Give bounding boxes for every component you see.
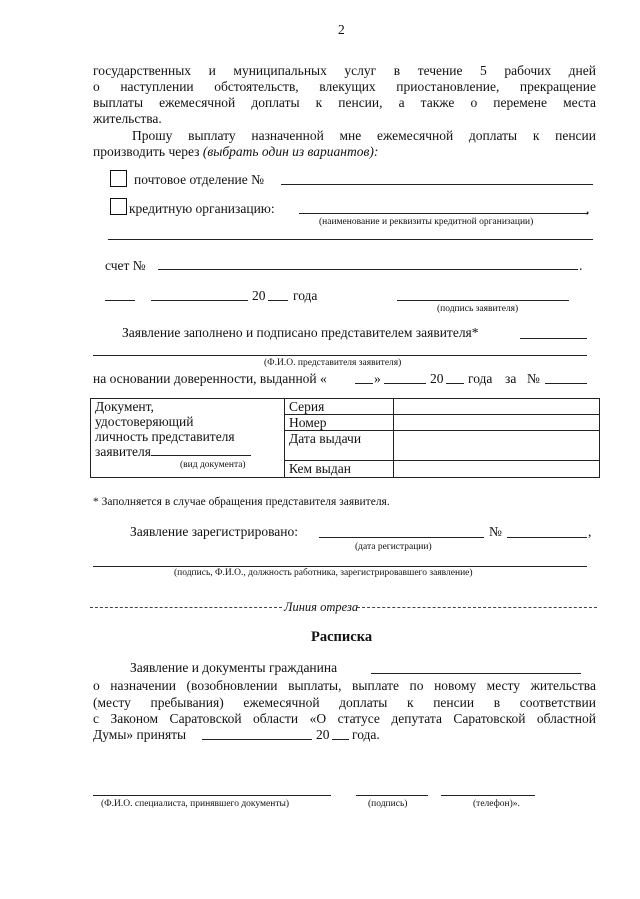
power-quote-close: » (374, 371, 381, 386)
registration-date-caption: (дата регистрации) (355, 542, 432, 552)
post-office-number-field[interactable] (281, 184, 593, 185)
receipt-line-5-prefix: Думы» приняты (93, 727, 187, 742)
document-type-cell (91, 399, 285, 478)
request-line-1: Прошу выплату назначенной мне ежемесячной доплаты к пенсии (132, 128, 596, 143)
receipt-line-1: Заявление и документы гражданина (130, 660, 338, 675)
registration-date-field[interactable] (319, 537, 484, 538)
specialist-fio-caption: (Ф.И.О. специалиста, принявшего документы) (101, 799, 290, 809)
credit-org-checkbox[interactable] (110, 198, 127, 215)
specialist-fio-field[interactable] (93, 795, 331, 796)
receipt-year-word: года. (352, 727, 380, 742)
request-line-2-prefix: производить через (93, 144, 200, 159)
date-year-prefix: 20 (252, 288, 266, 303)
document-type-applicant: заявителя (95, 444, 151, 459)
power-number-field[interactable] (545, 383, 587, 384)
specialist-phone-field[interactable] (441, 795, 535, 796)
date-month-field[interactable] (151, 300, 248, 301)
power-year-word: года (468, 371, 493, 386)
date-year-word: года (293, 288, 318, 303)
cut-line-right (357, 607, 597, 608)
credit-org-caption: (наименование и реквизиты кредитной организации) (319, 217, 534, 227)
date-day-field[interactable] (105, 300, 135, 301)
registration-number-field[interactable] (507, 537, 587, 538)
account-period: . (579, 258, 583, 273)
document-type-field[interactable] (151, 455, 251, 456)
credit-org-comma: , (586, 201, 590, 216)
series-value[interactable] (394, 399, 600, 415)
intro-line-4: жительства. (93, 111, 162, 126)
citizen-name-field[interactable] (371, 673, 581, 674)
receipt-line-3: (месту пребывания) ежемесячной доплаты к пенсии в соответствии (93, 695, 596, 710)
receipt-date-field[interactable] (202, 739, 312, 740)
date-year-field[interactable] (268, 300, 288, 301)
account-number-field[interactable] (158, 269, 578, 270)
footnote: * Заполняется в случае обращения представителя заявителя. (93, 496, 390, 508)
page-number: 2 (338, 22, 345, 37)
issued-by-label: Кем выдан (285, 461, 394, 478)
cut-line-label: Линия отреза (284, 600, 359, 614)
intro-line-3: выплаты ежемесячной доплаты к пенсии, а также о перемене места (93, 95, 596, 110)
power-year-field[interactable] (446, 383, 464, 384)
number-label: Номер (285, 415, 394, 431)
power-month-field[interactable] (384, 383, 426, 384)
document-type-caption: (вид документа) (180, 460, 246, 470)
power-za: за (505, 371, 517, 386)
intro-line-1: государственных и муниципальных услуг в течение 5 рабочих дней (93, 63, 596, 78)
representative-fio-caption: (Ф.И.О. представителя заявителя) (264, 358, 402, 368)
series-label: Серия (285, 399, 394, 415)
power-of-attorney-prefix: на основании доверенности, выданной « (93, 371, 327, 386)
receipt-line-2: о назначении (возобновлении выплаты, выплате по новому месту жительства (93, 678, 596, 693)
document-type-line-2: удостоверяющий (95, 414, 194, 429)
credit-org-field-line-2[interactable] (108, 239, 593, 240)
number-value[interactable] (394, 415, 600, 431)
specialist-signature-caption: (подпись) (368, 799, 408, 809)
registration-comma: , (588, 524, 592, 539)
worker-signature-caption: (подпись, Ф.И.О., должность работника, зарегистрировавшего заявление) (174, 568, 473, 578)
intro-line-2: о наступлении обстоятельств, влекущих приостановление, прекращение (93, 79, 596, 94)
applicant-signature-field[interactable] (397, 300, 569, 301)
receipt-line-4: с Законом Саратовской области «О статусе депутата Саратовской областной (93, 711, 596, 726)
representative-note-field[interactable] (520, 338, 587, 339)
account-label: счет № (105, 258, 146, 273)
request-line-2-italic: (выбрать один из вариантов): (202, 144, 379, 159)
representative-statement: Заявление заполнено и подписано представителем заявителя* (122, 325, 479, 340)
receipt-year-prefix: 20 (316, 727, 330, 742)
document-type-line-4 (95, 444, 280, 459)
issued-by-value[interactable] (394, 461, 600, 478)
document-type-line-3: личность представителя (95, 429, 235, 444)
receipt-title: Расписка (311, 629, 373, 645)
request-line-2 (93, 144, 378, 159)
applicant-signature-caption: (подпись заявителя) (437, 304, 519, 314)
specialist-phone-caption: (телефон)». (473, 799, 520, 809)
issue-date-label: Дата выдачи (285, 431, 394, 461)
document-type-line-1: Документ, (95, 399, 154, 414)
post-office-checkbox[interactable] (110, 170, 127, 187)
worker-signature-field[interactable] (93, 566, 587, 567)
power-day-field[interactable] (355, 383, 373, 384)
issue-date-value[interactable] (394, 431, 600, 461)
receipt-year-field[interactable] (332, 739, 349, 740)
credit-org-label: кредитную организацию: (129, 201, 275, 216)
specialist-signature-field[interactable] (356, 795, 428, 796)
power-number-sign: № (527, 371, 540, 386)
representative-fio-field[interactable] (93, 355, 587, 356)
registration-number-sign: № (489, 524, 502, 539)
post-office-label: почтовое отделение № (134, 172, 265, 187)
registered-label: Заявление зарегистрировано: (130, 524, 298, 539)
identity-document-table (90, 398, 600, 478)
power-year-prefix: 20 (430, 371, 444, 386)
cut-line-left (90, 607, 282, 608)
credit-org-field[interactable] (299, 213, 588, 214)
